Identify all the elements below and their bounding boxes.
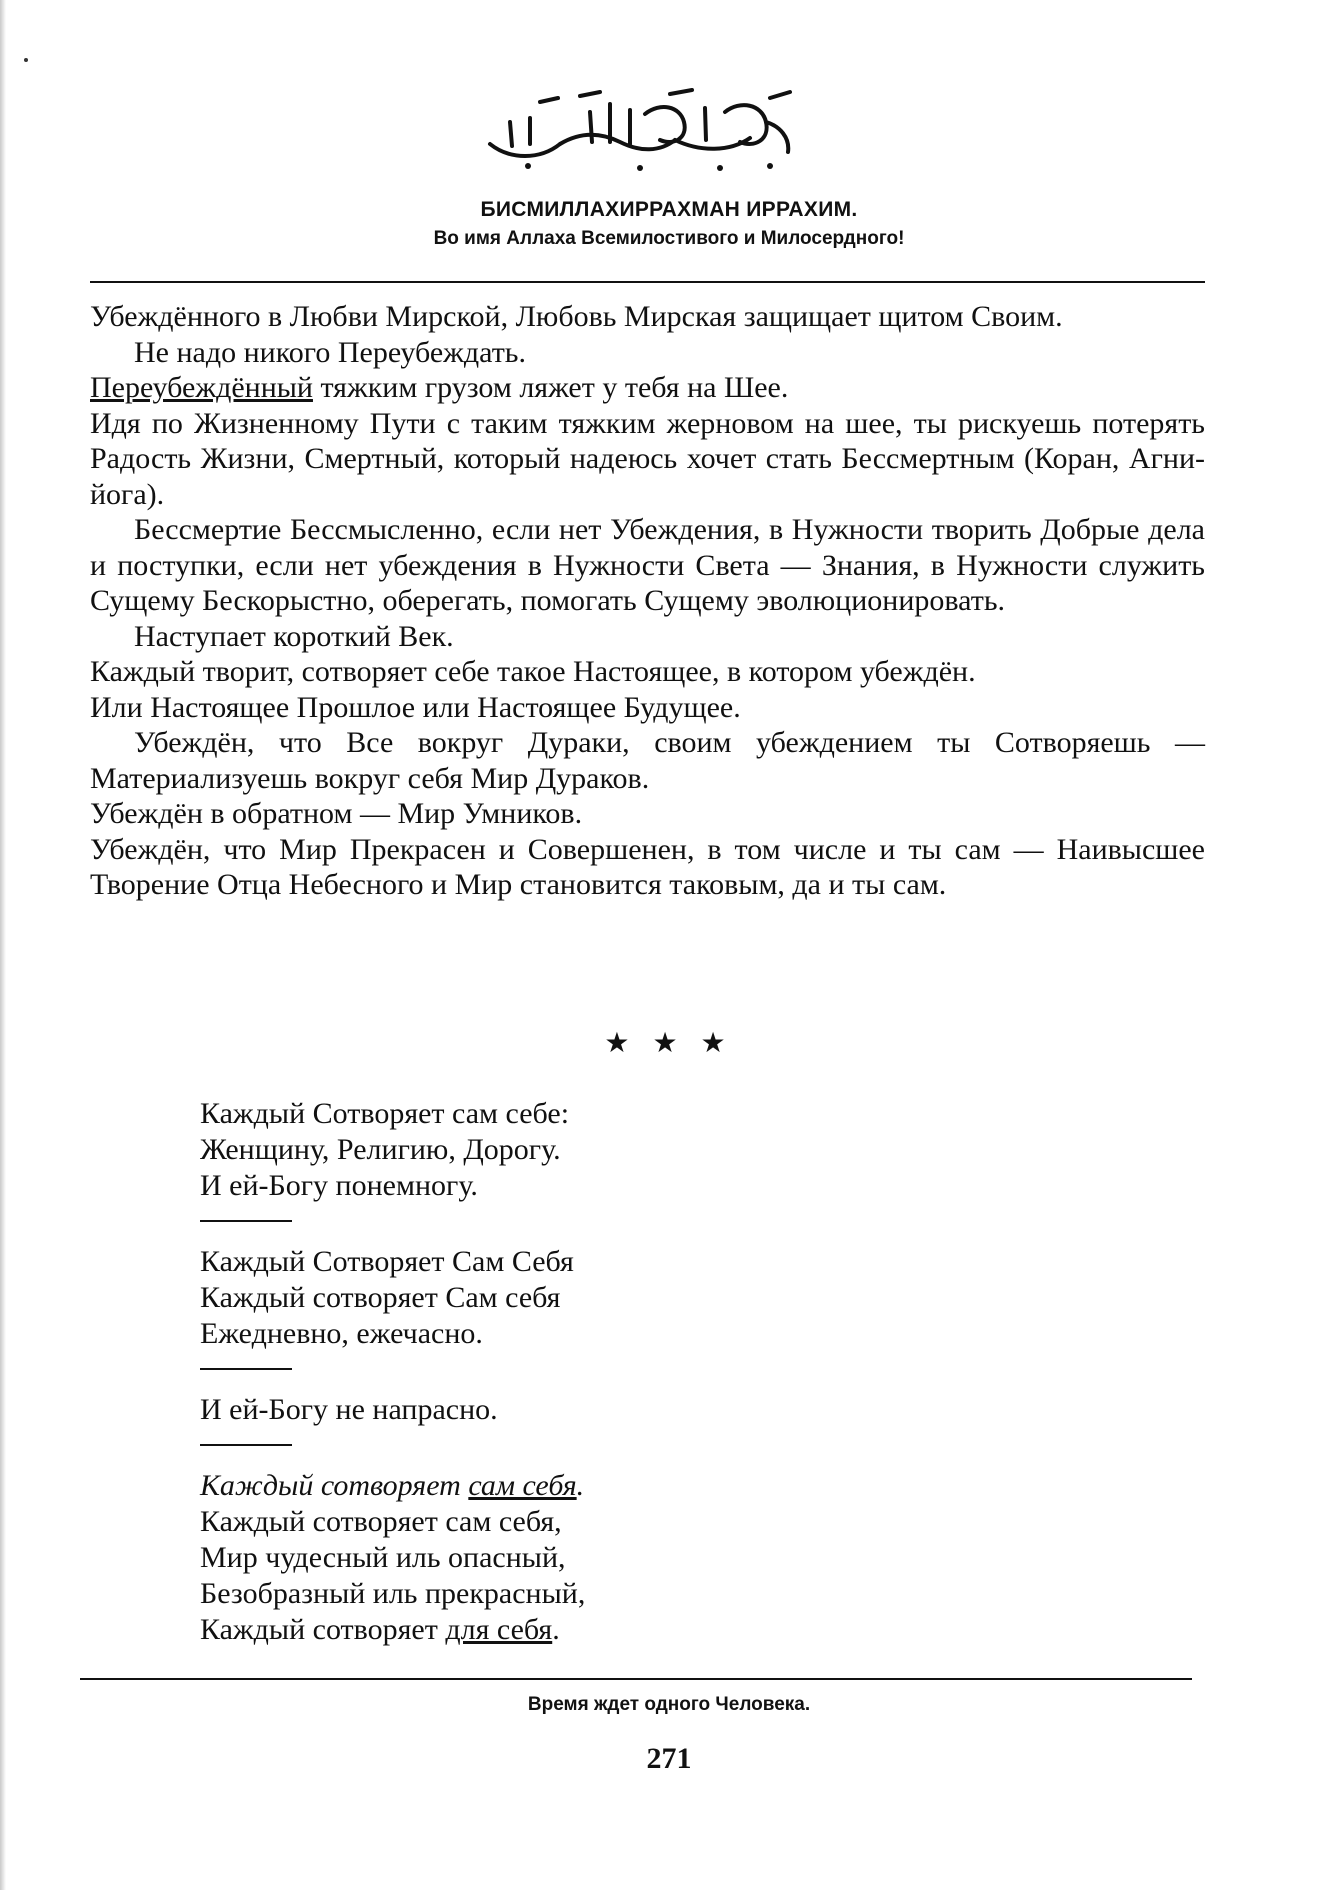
paragraph: Убеждён, что Все вокруг Дураки, своим убеждением ты Сотворяешь — Материализуешь вокруг себя Мир Дураков. (90, 726, 1205, 795)
page-number: 271 (646, 1742, 692, 1775)
paragraph: Каждый творит, сотворяет себе такое Настоящее, в котором убеждён. (90, 655, 976, 688)
poem-line: И ей-Богу не напрасно. (200, 1393, 498, 1426)
page-edge-shadow (0, 0, 6, 1890)
running-footer: Время ждет одного Человека. (527, 1694, 811, 1715)
main-text (90, 299, 1205, 903)
poem-line: Каждый сотворяет Сам себя (200, 1281, 561, 1314)
poem-line (200, 1612, 900, 1648)
underlined-phrase: сам себя (468, 1469, 577, 1502)
header-rule (90, 281, 1205, 283)
poem-stanza (200, 1468, 900, 1648)
poem (200, 1096, 900, 1648)
poem-line: Женщину, Религию, Дорогу. (200, 1133, 561, 1166)
paragraph: Идя по Жизненному Пути с таким тяжким жерновом на шее, ты рискуешь потерять Радость Жизни, Смертный, который надеюсь хочет стать Бессмертным (Коран, Агни-йога). (90, 406, 1205, 511)
poem-line-text: Каждый сотворяет (200, 1469, 469, 1502)
section-separator-stars: ★ ★ ★ (604, 1028, 734, 1059)
paragraph: Бессмертие Бессмысленно, если нет Убеждения, в Нужности творить Добрые дела и поступки, если нет убеждения в Нужности Света — Знания, в Нужности служить Сущему Бескорыстно, оберегать, помогать Сущему эволюционировать. (90, 513, 1205, 617)
paragraph: Убеждённого в Любви Мирской, Любовь Мирская защищает щитом Своим. (90, 300, 1063, 333)
poem-stanza (200, 1096, 900, 1204)
poem-line: Каждый Сотворяет Сам Себя (200, 1245, 574, 1278)
stanza-divider (200, 1368, 292, 1370)
paragraph: Не надо никого Переубеждать. (134, 335, 526, 369)
stanza-divider (200, 1220, 292, 1222)
poem-line: Безобразный иль прекрасный, (200, 1577, 586, 1610)
paragraph-text: тяжким грузом ляжет у тебя на Шее. (312, 371, 789, 404)
underlined-phrase: для себя (445, 1613, 553, 1646)
poem-line-text: . (576, 1469, 585, 1502)
poem-line (200, 1468, 900, 1504)
footer-rule (80, 1678, 1192, 1680)
paragraph: Убеждён в обратном — Мир Умников. (90, 797, 583, 830)
underlined-word: Переубеждённый (90, 371, 313, 404)
paragraph (90, 370, 1205, 406)
poem-stanza (200, 1244, 900, 1352)
poem-stanza (200, 1392, 900, 1428)
header-title: БИСМИЛЛАХИРРАХМАН ИРРАХИМ. (480, 198, 858, 221)
stanza-divider (200, 1444, 292, 1446)
poem-line: Ежедневно, ежечасно. (200, 1317, 483, 1350)
poem-line-text: Каждый сотворяет (200, 1613, 446, 1646)
poem-line: Каждый сотворяет сам себя, (200, 1505, 562, 1538)
header-subtitle: Во имя Аллаха Всемилостивого и Милосердного! (433, 228, 905, 249)
poem-line-text: . (552, 1613, 560, 1646)
bismillah-calligraphy (470, 82, 810, 182)
speck (24, 58, 28, 62)
paragraph: Или Настоящее Прошлое или Настоящее Будущее. (90, 690, 741, 724)
poem-line: Мир чудесный иль опасный, (200, 1541, 566, 1574)
poem-line: И ей-Богу понемногу. (200, 1169, 478, 1202)
paragraph: Наступает короткий Век. (134, 619, 454, 653)
paragraph: Убеждён, что Мир Прекрасен и Совершенен, в том числе и ты сам — Наивысшее Творение Отца Небесного и Мир становится таковым, да и ты сам. (90, 832, 1205, 901)
poem-line: Каждый Сотворяет сам себе: (200, 1097, 570, 1130)
